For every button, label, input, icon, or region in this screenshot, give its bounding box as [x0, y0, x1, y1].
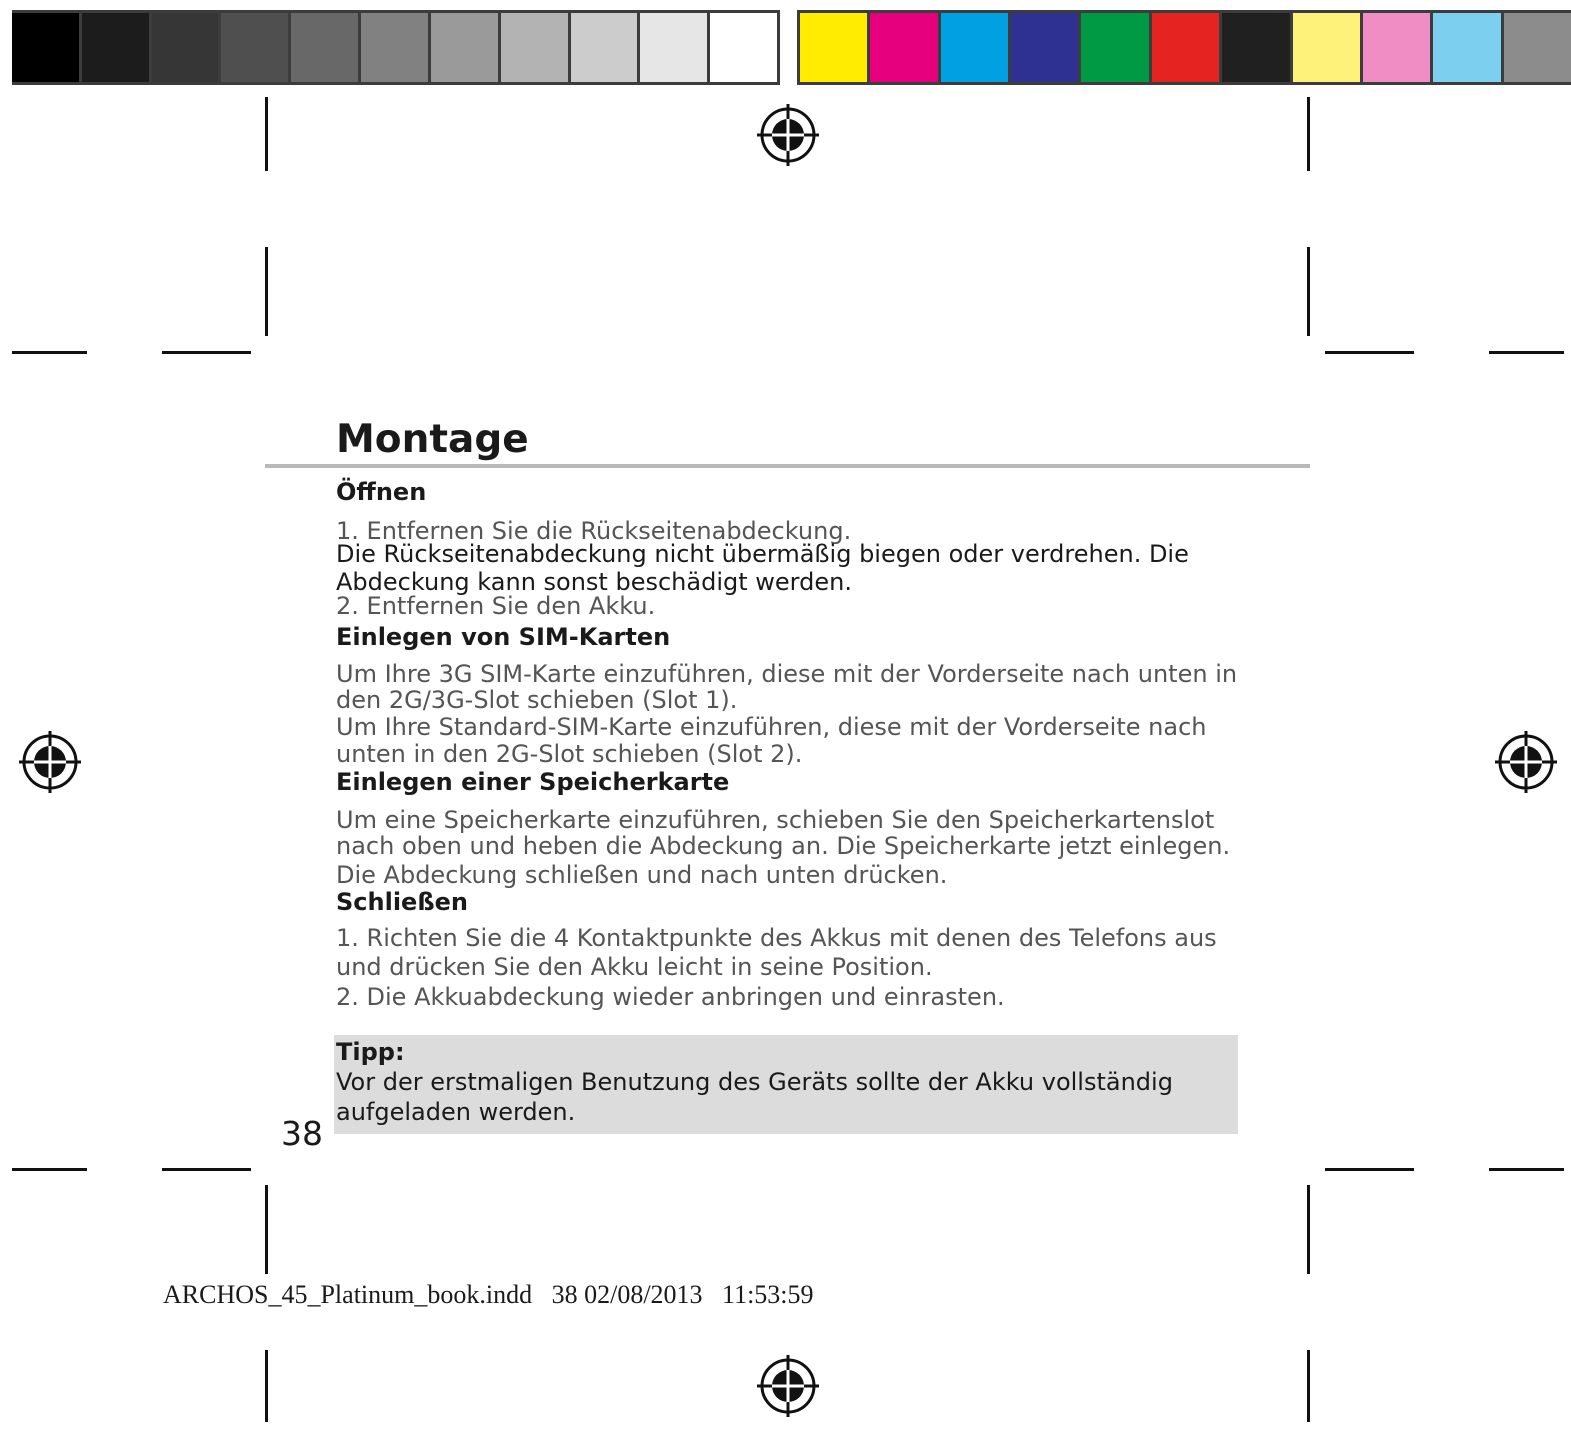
crop-mark [12, 1168, 87, 1171]
crop-mark [1307, 1350, 1310, 1422]
registration-mark-icon [1495, 731, 1557, 793]
color-swatch [710, 13, 777, 82]
grayscale-calibration-bar [12, 10, 780, 85]
section-sim [336, 625, 1296, 766]
color-swatch [800, 13, 870, 82]
page-number: 38 [281, 1114, 323, 1153]
step-text: 1. Richten Sie die 4 Kontaktpunkte des Akkus mit denen des Telefons aus [336, 924, 1217, 952]
section-heading: Einlegen von SIM-Karten [336, 623, 671, 651]
tip-text: Vor der erstmaligen Benutzung des Geräts sollte der Akku vollständig [336, 1068, 1173, 1096]
body-text: nach oben und heben die Abdeckung an. Die Speicherkarte jetzt einlegen. [336, 832, 1231, 860]
color-swatch [571, 13, 641, 82]
crop-mark [1307, 97, 1310, 171]
color-swatch [361, 13, 431, 82]
crop-mark [265, 97, 268, 171]
body-text: unten in den 2G-Slot schieben (Slot 2). [336, 740, 803, 768]
color-swatch [1081, 13, 1151, 82]
crop-mark [265, 1350, 268, 1422]
crop-mark [1489, 351, 1564, 354]
body-text: Um Ihre Standard-SIM-Karte einzuführen, diese mit der Vorderseite nach [336, 713, 1207, 741]
crop-mark [265, 247, 268, 336]
slug-date: 02/08/2013 [584, 1280, 703, 1309]
color-swatch [1433, 13, 1503, 82]
crop-mark [1325, 1168, 1414, 1171]
page-header [336, 416, 1296, 464]
section-memory-card [336, 770, 1296, 891]
color-swatch [640, 13, 710, 82]
color-swatch [82, 13, 152, 82]
section-close [336, 890, 1296, 1013]
registration-mark-icon [757, 104, 819, 166]
step-text: 2. Entfernen Sie den Akku. [336, 592, 656, 620]
section-heading: Schließen [336, 888, 468, 916]
registration-mark-icon [19, 731, 81, 793]
crop-mark [1307, 247, 1310, 336]
crop-mark [265, 1185, 268, 1274]
crop-mark [1325, 351, 1414, 354]
slug-page: 38 [551, 1280, 578, 1309]
step-text: 2. Die Akkuabdeckung wieder anbringen und einrasten. [336, 983, 1005, 1011]
color-swatch [1293, 13, 1363, 82]
step-text: und drücken Sie den Akku leicht in seine Position. [336, 953, 933, 981]
warning-text: Die Rückseitenabdeckung nicht übermäßig biegen oder verdrehen. Die [336, 540, 1189, 568]
registration-mark-icon [757, 1355, 819, 1417]
color-swatch [941, 13, 1011, 82]
section-heading: Einlegen einer Speicherkarte [336, 768, 730, 796]
color-swatch [1152, 13, 1222, 82]
color-swatch [1222, 13, 1292, 82]
crop-mark [12, 351, 87, 354]
title-rule [265, 464, 1310, 468]
body-text: Um eine Speicherkarte einzuführen, schieben Sie den Speicherkartenslot [336, 806, 1215, 834]
slug-time: 11:53:59 [722, 1280, 814, 1309]
crop-mark [162, 1168, 251, 1171]
color-swatch [221, 13, 291, 82]
color-swatch [501, 13, 571, 82]
section-offnen [336, 478, 1296, 620]
section-heading: Öffnen [336, 478, 427, 506]
tip-content [336, 1037, 1216, 1127]
body-text: Um Ihre 3G SIM-Karte einzuführen, diese mit der Vorderseite nach unten in [336, 660, 1238, 688]
color-swatch [12, 13, 82, 82]
color-swatch [431, 13, 501, 82]
crop-mark [1489, 1168, 1564, 1171]
print-slug [163, 1280, 814, 1310]
color-swatch [870, 13, 940, 82]
tip-text: aufgeladen werden. [336, 1098, 576, 1126]
body-text: Die Abdeckung schließen und nach unten drücken. [336, 861, 948, 889]
color-swatch [152, 13, 222, 82]
crop-mark [162, 351, 251, 354]
color-swatch [1504, 13, 1571, 82]
color-calibration-bar [797, 10, 1571, 85]
tip-label: Tipp: [336, 1038, 405, 1066]
color-swatch [1011, 13, 1081, 82]
page-title: Montage [336, 417, 529, 462]
crop-mark [1307, 1185, 1310, 1274]
color-swatch [1363, 13, 1433, 82]
warning-text: Abdeckung kann sonst beschädigt werden. [336, 568, 852, 596]
slug-filename: ARCHOS_45_Platinum_book.indd [163, 1280, 533, 1309]
step-text: 1. Entfernen Sie die Rückseitenabdeckung. [336, 517, 852, 545]
color-swatch [291, 13, 361, 82]
body-text: den 2G/3G-Slot schieben (Slot 1). [336, 686, 738, 714]
